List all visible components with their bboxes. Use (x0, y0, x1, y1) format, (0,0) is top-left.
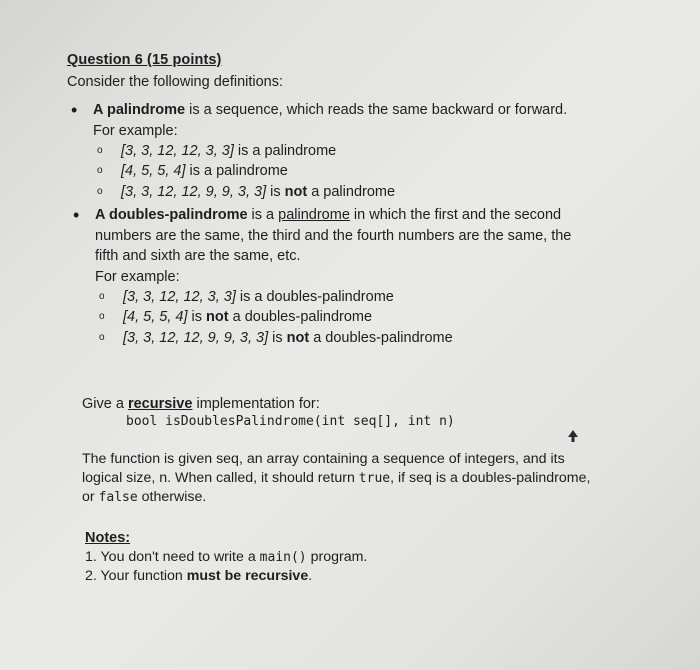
circle-bullet-icon: o (97, 145, 103, 156)
palindrome-term: A palindrome (93, 102, 186, 118)
circle-bullet-icon: o (99, 311, 105, 323)
palindrome-examples (71, 141, 661, 202)
question-title: Question 6 (15 points) (67, 52, 222, 68)
function-description: The function is given seq, an array containing a sequence of integers, and its logical size, n. When called, it should return true, if seq is a doubles-palindrome, or false otherwise. (82, 451, 591, 505)
circle-bullet-icon: o (99, 331, 105, 343)
list-item: o [4, 5, 5, 4] is not a doubles-palindrome (73, 307, 663, 327)
function-signature: bool isDoublesPalindrome(int seq[], int n) (126, 414, 455, 429)
palindrome-definition (71, 100, 661, 202)
mouse-cursor-icon (568, 430, 578, 442)
list-item: 2. Your function must be recursive. (85, 568, 313, 584)
palindrome-link: palindrome (278, 207, 350, 223)
bullet-icon: • (73, 205, 80, 225)
list-item: 1. You don't need to write a main() program. (85, 549, 368, 565)
definition-line: fifth and sixth are the same, etc. (95, 248, 301, 264)
palindrome-definition-text: is a sequence, which reads the same backward or forward. (185, 102, 568, 118)
task-instruction: Give a recursive implementation for: (82, 396, 320, 412)
doubles-palindrome-definition: • A doubles-palindrome is a palindrome in which the first and the second numbers are the same, the third and the fourth numbers are the same, the fifth and sixth are the same, etc. For example: o [3, 3, 12, 12, 3, 3] is a doubles-palindrome o [4, 5, 5, 4] is not a doubles-palindrome o [3, 3, 12, 12, 9, 9, 3, 3] is not a doubles-palindrome (73, 205, 663, 348)
notes-list (85, 548, 367, 586)
notes-title: Notes: (85, 530, 131, 546)
circle-bullet-icon: o (97, 185, 103, 197)
bullet-icon: • (71, 100, 78, 120)
list-item: o [3, 3, 12, 12, 9, 9, 3, 3] is not a doubles-palindrome (73, 328, 663, 348)
definition-line: numbers are the same, the third and the fourth numbers are the same, the (95, 227, 572, 244)
question-intro: Consider the following definitions: (67, 74, 284, 90)
list-item: o [3, 3, 12, 12, 3, 3] is a palindrome (71, 141, 661, 161)
doubles-for-example: For example: (95, 268, 180, 285)
doubles-examples (73, 287, 663, 348)
circle-bullet-icon: o (97, 165, 103, 177)
list-item: o [4, 5, 5, 4] is a palindrome (71, 161, 661, 181)
list-item: o [3, 3, 12, 12, 9, 9, 3, 3] is not a palindrome (71, 182, 661, 202)
list-item: o [3, 3, 12, 12, 3, 3] is a doubles-palindrome (73, 287, 663, 307)
palindrome-for-example: For example: (93, 122, 178, 139)
circle-bullet-icon: o (99, 291, 105, 302)
doubles-palindrome-term: A doubles-palindrome (95, 207, 248, 223)
recursive-keyword: recursive (127, 396, 193, 412)
